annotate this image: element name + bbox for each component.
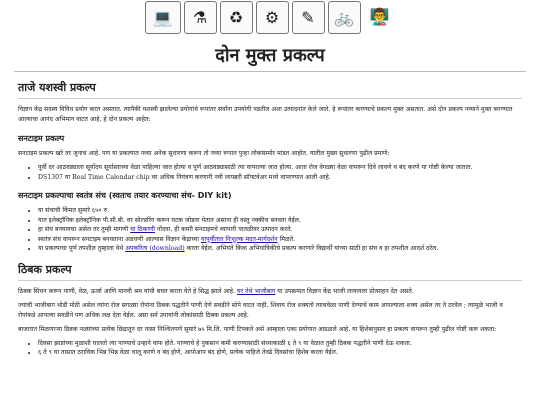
drip-heading: ठिबक प्रकल्प <box>18 262 72 276</box>
recycle-icon: ♻ <box>220 1 253 34</box>
list-item: • ६ ते ९ या तासात ठराविक भिन्न भिन्न वेळा चालू करणे व बंद होणे, आपोआप बंद होणे, प्रत्येक पाहिजे तेवढे दिवसांचा हिशेब करता येईल. <box>38 348 522 358</box>
drip-divider <box>18 280 522 281</box>
page-title: दोन मुक्त प्रकल्प <box>215 45 325 66</box>
list-item: • हा संच बनवायचा असेल तर तुम्ही मागणी या ठिकाणी नोंदवा. ही कमाी सनटाइमचे व्यापारी पातळीवर उत्पादन करते. <box>38 225 522 235</box>
download-link[interactable]: अपकरिता (download) <box>125 245 185 252</box>
drip-text-3: बाजारात मिळणाऱ्या ठिबक नळ्यांच्या प्रत्येक छिद्रातून दर तासा निश्चितपणे सुमारे ७५ मि.लि. पाणी टिपकते असे आम्हाला एका प्रयोगात आढळले आहे. या हिशेबानुसार हा प्रकल्प वापरून तुम्ही पुढील गोष्टी करू शकता: <box>18 325 497 333</box>
bicycle-icon: 🚲 <box>328 1 361 34</box>
gear-icon: ⚙ <box>256 1 289 34</box>
drip-text-2: ज्यांची भाजीबाग थोडी मोठी असेल त्यांना रोज सगळ्या रोपांना ठिबक पद्धतीने पाणी देणे सवडीने सोपे वाटत नाही. शिवाय रोज शक्यतो त्याचवेळा पाणी देण्याचे काम आपल्याला शक्य असेल तर ते ठरवेल ; त्यामुळे भाजी व रोपांकडे आपल्या सवडीने पण अधिक लक्ष देता येईल. असा सर्व उपायांनी लोकांसाठी ठिबक प्रकल्प आहे. <box>18 301 503 319</box>
kitchen-garden-link[interactable]: घर तेथे भाजीबाग <box>236 287 276 295</box>
flask-icon: ⚗ <box>184 1 217 34</box>
intro-heading: ताजे यशस्वी प्रकल्प <box>18 81 96 94</box>
list-item: • यात इलेक्ट्रॉनिक इलेक्ट्रॉनिक पी.सी.बी. वर सोल्डरिंग करून घटक जोडता येतात असाना ही वस्तू नक्कीच बनवता येईल. <box>38 216 522 226</box>
intro-divider <box>18 98 522 99</box>
drip-list <box>18 339 522 358</box>
diy-list <box>18 206 522 254</box>
list-item: • पूर्वी दर आठवड्याला सूर्योदय सूर्यास्ताच्या वेळा पाहिल्या जात होत्या व पूर्ण आठवड्यासाठी त्या वापरल्या जात होत्या. आता रोज वेगळ्या वेळा वापरून दिवे लावणे व बंद करणे या गोष्टी केल्या जातात. <box>38 163 522 173</box>
drip-text-1: ठिबक सिंचन करून पाणी, वेळ, ऊर्जा आणि मानवी श्रम यांची बचत करता येते हे सिद्ध झाले आहे. घर तेथे भाजीबाग या उपक्रमात विज्ञान केंद्र भाजी लावायला प्रोत्साहन देत असते. <box>18 287 414 295</box>
suntime-text: सनटाइम प्रकल्प खरे तर जुनाच आहे. पण या प्रकल्पात नव्या अनेक सुधारणा करून तो नव्या रूपात पुन्हा लोकांसमोर मांडत आहोत. यातील मुख्य सुधारणा पुढील प्रमाणे: <box>18 150 390 157</box>
list-item: • या संचाची किंमत सुमारे ६५० रु. <box>38 206 522 216</box>
banner <box>0 0 540 37</box>
laptop-icon: 💻 <box>145 1 181 34</box>
list-item: • या प्रकल्पाचा पूर्ण तपशील तुम्हाला येथे अपकरिता (download) करता येईल. अभियंते किंवा अभियांत्रिकीचे प्रकल्प करणारे विद्यार्थी यांच्या साठी हा संच व हा तपशील आदर्श ठरेल. <box>38 244 522 254</box>
main-content <box>0 80 540 358</box>
order-link[interactable]: या ठिकाणी <box>130 226 156 233</box>
guidance-link[interactable]: यापूर्वीतात निःशुल्क मदत-मार्गदर्शन <box>200 235 278 243</box>
pencil-icon: ✎ <box>292 1 325 34</box>
list-item: • स्वतंत्र संच वापरून सनटाइम बनवताना अडचणी आल्यास विज्ञान केंद्राच्या यापूर्वीतात निःशुल्क मदत-मार्गदर्शन मिळते. <box>38 235 522 245</box>
suntime-list <box>18 163 522 182</box>
diy-heading: सनटाइम प्रकल्पाचा स्वतंत्र संच (स्वतःच तयार करण्याचा संच- DIY kit) <box>18 191 232 200</box>
suntime-heading: सनटाइम प्रकल्प <box>18 134 65 143</box>
title-divider <box>14 71 526 72</box>
intro-text: विज्ञान केंद्र सदस्य विविध प्रयोग करत असतात. त्यापैकी यशस्वी झालेल्या प्रयोगांचे रूपांतर सर्वांना उपयोगी पडतील अशा उत्पादनांत केले जाते. हे रूपांतर करण्याचे प्रकल्प मुक्त असतात. असे दोन प्रकल्प नव्याने मुक्त करण्यात आल्याचा आनंद अभिमान वाटत आहे. हे दोन प्रकल्प आहेत: <box>18 106 513 123</box>
list-item: • दिवसा झाडांच्या मुळाशी घालतो त्या पाण्याचे उन्हाने वाफ होते. पाण्याचे हे नुकसान कमी करण्यासाठी संध्याकाळी ६ ते ९ या वेळात तुम्ही ठिबक पद्धतीने पाणी देऊ शकता. <box>38 339 522 349</box>
teacher-icon: 👨‍🏫 <box>369 7 390 26</box>
list-item: • DS1307 या Real Time Calendar chip वर अधिक नियंत्रण करणारी नवी लायब्ररी सॉफ्टवेअर मध्ये वापरण्यात आली आहे. <box>38 173 522 183</box>
